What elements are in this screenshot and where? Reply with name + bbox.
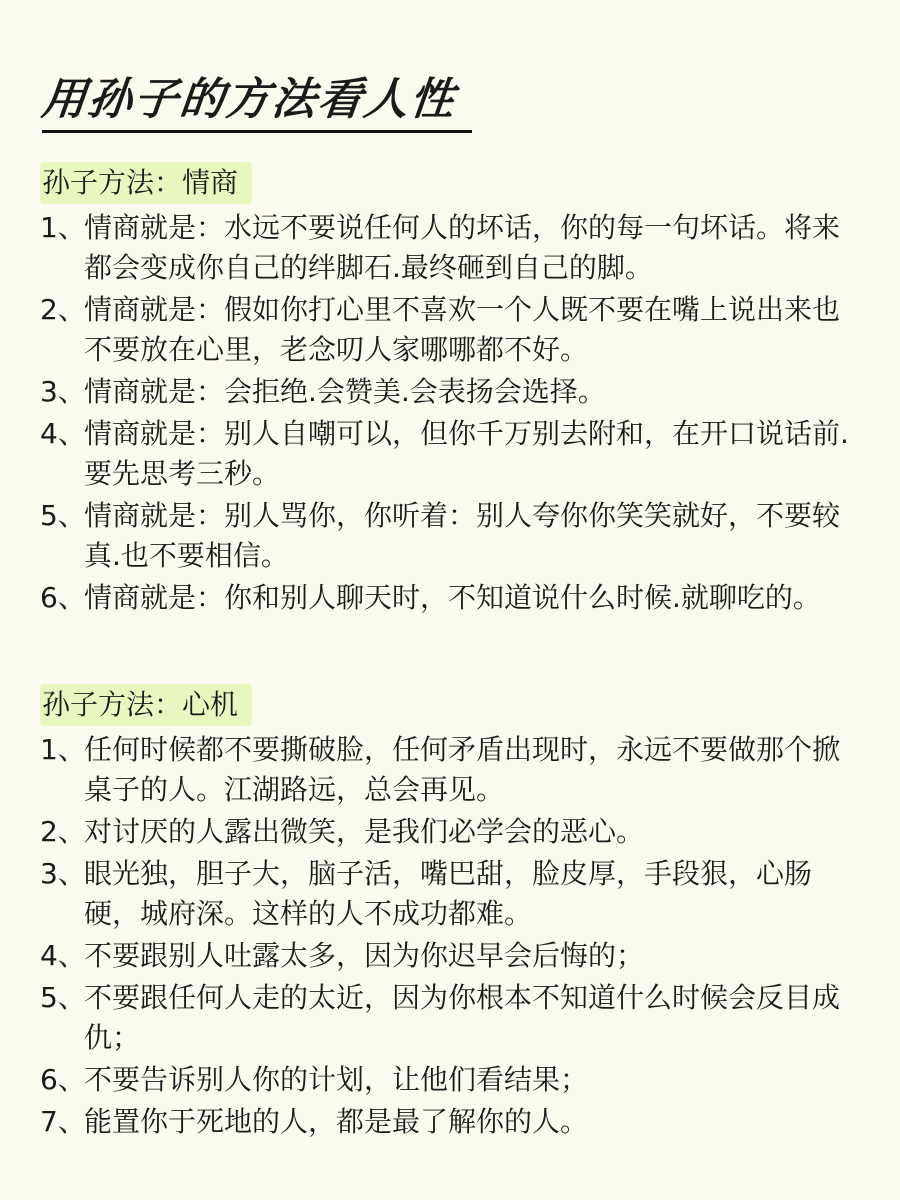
item-number: 6、	[40, 1063, 86, 1096]
list-item	[40, 812, 865, 852]
item-list	[40, 730, 865, 1142]
list-item	[40, 978, 865, 1058]
item-number: 5、	[40, 981, 86, 1014]
item-number: 3、	[40, 857, 86, 890]
list-item	[40, 854, 865, 934]
list-item	[40, 730, 865, 810]
item-text: 情商就是：假如你打心里不喜欢一个人既不要在嘴上说出来也不要放在心里，老念叨人家哪哪都不好。	[84, 293, 841, 366]
list-item	[40, 290, 865, 370]
item-text: 不要跟别人吐露太多，因为你迟早会后悔的；	[84, 939, 645, 972]
list-item	[40, 1060, 865, 1100]
item-text: 不要跟任何人走的太近，因为你根本不知道什么时候会反目成仇；	[84, 981, 841, 1054]
item-text: 眼光独，胆子大，脑子活，嘴巴甜，脸皮厚，手段狠，心肠硬，城府深。这样的人不成功都难。	[84, 857, 813, 930]
section-scheming	[40, 684, 865, 1144]
title-underline	[42, 130, 472, 133]
item-text: 情商就是：水远不要说任何人的坏话，你的每一句坏话。将来都会变成你自己的绊脚石.最终砸到自己的脚。	[84, 211, 841, 284]
item-text: 情商就是：会拒绝.会赞美.会表扬会选择。	[84, 375, 606, 408]
list-item	[40, 208, 865, 288]
title-block	[39, 72, 472, 133]
page-title: 用孙子的方法看人性	[39, 74, 459, 125]
section-eq	[40, 162, 865, 620]
section-heading: 孙子方法：情商	[40, 162, 252, 204]
section-heading: 孙子方法：心机	[40, 684, 252, 726]
item-number: 5、	[40, 499, 86, 532]
list-item	[40, 414, 865, 494]
item-number: 2、	[40, 815, 86, 848]
item-text: 情商就是：别人骂你，你听着：别人夸你你笑笑就好，不要较真.也不要相信。	[84, 499, 841, 572]
item-number: 1、	[40, 733, 86, 766]
item-list	[40, 208, 865, 618]
item-number: 3、	[40, 375, 86, 408]
item-number: 1、	[40, 211, 86, 244]
item-text: 情商就是：别人自嘲可以，但你千万别去附和，在开口说话前.要先思考三秒。	[84, 417, 849, 490]
item-text: 对讨厌的人露出微笑，是我们必学会的恶心。	[84, 815, 645, 848]
item-number: 6、	[40, 581, 86, 614]
item-text: 能置你于死地的人，都是最了解你的人。	[84, 1105, 589, 1138]
list-item	[40, 1102, 865, 1142]
item-number: 4、	[40, 417, 86, 450]
item-number: 2、	[40, 293, 86, 326]
list-item	[40, 936, 865, 976]
item-text: 任何时候都不要撕破脸，任何矛盾出现时，永远不要做那个掀桌子的人。江湖路远，总会再见。	[84, 733, 841, 806]
list-item	[40, 496, 865, 576]
list-item	[40, 372, 865, 412]
item-number: 7、	[40, 1105, 86, 1138]
item-text: 情商就是：你和别人聊天时，不知道说什么时候.就聊吃的。	[84, 581, 821, 614]
list-item	[40, 578, 865, 618]
item-number: 4、	[40, 939, 86, 972]
item-text: 不要告诉别人你的计划，让他们看结果；	[84, 1063, 589, 1096]
